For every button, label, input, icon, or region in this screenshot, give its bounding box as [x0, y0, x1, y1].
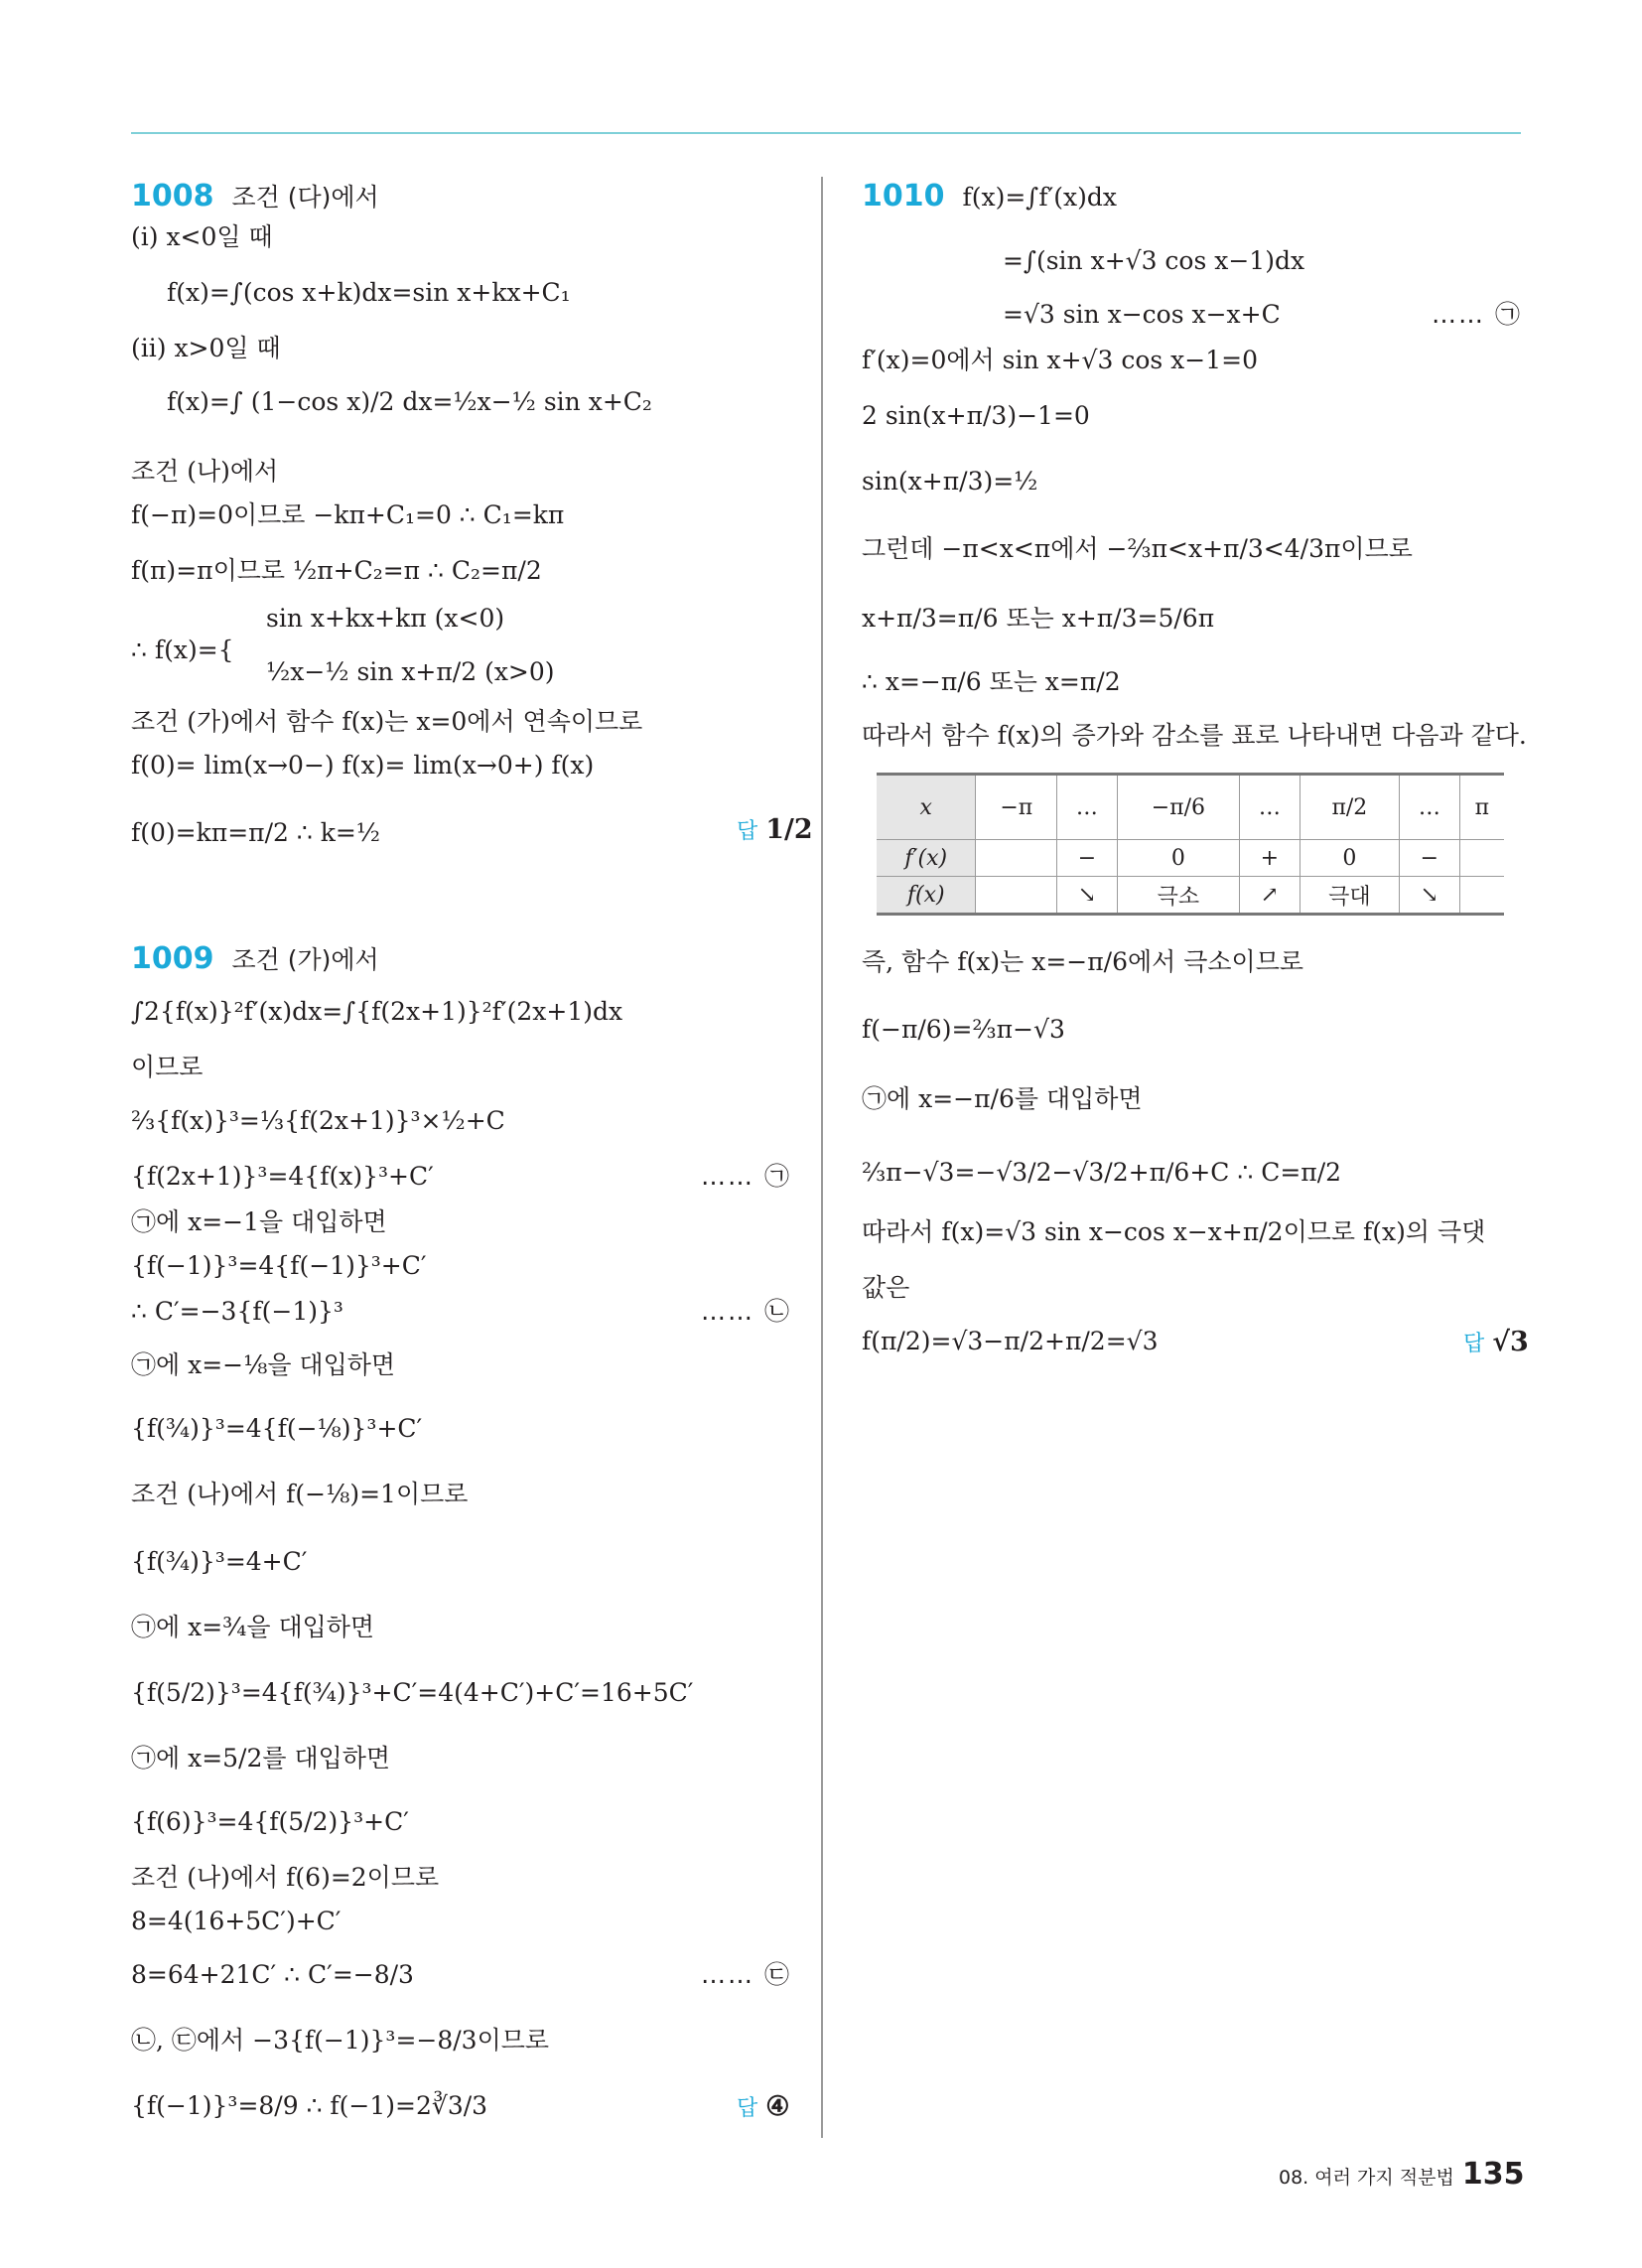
solution-line: {f(¾)}³=4{f(−⅛)}³+C′ [131, 1414, 423, 1443]
problem-1010-heading: 1010 f(x)=∫f′(x)dx [862, 179, 1117, 213]
table-cell: 0 [1117, 840, 1240, 877]
solution-line: ㉠에 x=−π/6를 대입하면 [862, 1084, 1143, 1113]
column-divider [821, 177, 823, 2138]
solution-line: {f(¾)}³=4+C′ [131, 1547, 308, 1576]
page-number: 135 [1461, 2157, 1525, 2192]
table-cell: … [1057, 775, 1117, 840]
page-footer [1279, 2157, 1524, 2192]
solution-line: f(π)=π이므로 ½π+C₂=π ∴ C₂=π/2 [131, 556, 542, 585]
solution-line: {f(6)}³=4{f(5/2)}³+C′ [131, 1807, 409, 1836]
solution-line: f(0)=kπ=π/2 ∴ k=½ [131, 818, 381, 847]
table-cell: − [1057, 840, 1117, 877]
table-cell [1459, 840, 1504, 877]
section-title: 08. 여러 가지 적분법 [1279, 2167, 1454, 2189]
solution-line: (ⅱ) x>0일 때 [131, 334, 281, 362]
solution-line: sin(x+π/3)=½ [862, 467, 1038, 496]
solution-line: 조건 (나)에서 f(−⅛)=1이므로 [131, 1480, 469, 1508]
solution-line: 따라서 함수 f(x)의 증가와 감소를 표로 나타내면 다음과 같다. [862, 721, 1527, 750]
table-cell: 0 [1300, 840, 1400, 877]
solution-line: {f(−1)}³=8/9 ∴ f(−1)=2∛3/3 [131, 2091, 488, 2120]
solution-line: {f(2x+1)}³=4{f(x)}³+C′ [131, 1162, 434, 1191]
piecewise-case: sin x+kx+kπ (x<0) [266, 604, 505, 633]
table-cell: ↘ [1400, 877, 1459, 915]
piecewise-case: ½x−½ sin x+π/2 (x>0) [266, 657, 555, 686]
problem-number: 1009 [131, 941, 214, 976]
table-cell: … [1240, 775, 1300, 840]
table-cell: −π/6 [1117, 775, 1240, 840]
solution-line: 조건 (나)에서 f(6)=2이므로 [131, 1863, 440, 1892]
solution-line: x+π/3=π/6 또는 x+π/3=5/6π [862, 604, 1215, 633]
table-cell: + [1240, 840, 1300, 877]
solution-line: 이므로 [131, 1053, 204, 1081]
solution-line: {f(−1)}³=4{f(−1)}³+C′ [131, 1251, 427, 1280]
table-row [877, 840, 1504, 877]
solution-line: f(−π)=0이므로 −kπ+C₁=0 ∴ C₁=kπ [131, 500, 565, 529]
solution-line: 조건 (나)에서 [131, 457, 279, 486]
table-cell: ↗ [1240, 877, 1300, 915]
table-cell [976, 877, 1057, 915]
solution-line: {f(5/2)}³=4{f(¾)}³+C′=4(4+C′)+C′=16+5C′ [131, 1678, 694, 1707]
problem-1009-heading: 1009 조건 (가)에서 [131, 941, 379, 976]
solution-line: ⅔π−√3=−√3/2−√3/2+π/6+C ∴ C=π/2 [862, 1158, 1342, 1187]
solution-line: f(π/2)=√3−π/2+π/2=√3 [862, 1327, 1159, 1355]
answer: 답 ④ [737, 2091, 790, 2122]
table-cell: ↘ [1057, 877, 1117, 915]
table-cell: f′(x) [877, 840, 976, 877]
solution-line: 즉, 함수 f(x)는 x=−π/6에서 극소이므로 [862, 947, 1303, 976]
solution-line: ㉡, ㉢에서 −3{f(−1)}³=−8/3이므로 [131, 2026, 550, 2055]
solution-line: ∫2{f(x)}²f′(x)dx=∫{f(2x+1)}²f′(2x+1)dx [131, 997, 623, 1026]
answer: 답 1/2 [737, 814, 813, 845]
solution-line: 8=4(16+5C′)+C′ [131, 1907, 342, 1935]
solution-line: ㉠에 x=−⅛을 대입하면 [131, 1350, 396, 1379]
solution-line: 2 sin(x+π/3)−1=0 [862, 401, 1090, 430]
equation-marker: …… ㉠ [701, 1162, 791, 1191]
table-cell: f(x) [877, 877, 976, 915]
solution-line: ∴ x=−π/6 또는 x=π/2 [862, 667, 1121, 696]
solution-line: f′(x)=0에서 sin x+√3 cos x−1=0 [862, 346, 1258, 374]
table-cell: … [1400, 775, 1459, 840]
solution-line: =√3 sin x−cos x−x+C [1003, 300, 1281, 329]
table-cell: π/2 [1300, 775, 1400, 840]
equation-marker: …… ㉠ [1432, 300, 1522, 329]
problem-number: 1008 [131, 179, 214, 213]
answer: 답 √3 [1463, 1327, 1529, 1357]
solution-line: f(−π/6)=⅔π−√3 [862, 1015, 1065, 1044]
header-rule [131, 132, 1521, 134]
solution-line: 따라서 f(x)=√3 sin x−cos x−x+π/2이므로 f(x)의 극댓 [862, 1217, 1486, 1246]
solution-line: ∴ C′=−3{f(−1)}³ [131, 1297, 343, 1326]
solution-line: ∴ f(x)={ [131, 636, 234, 664]
solution-line: f(x)=∫(cos x+k)dx=sin x+kx+C₁ [167, 278, 571, 307]
equation-marker: …… ㉡ [701, 1297, 791, 1326]
solution-line: 그런데 −π<x<π에서 −⅔π<x+π/3<4/3π이므로 [862, 534, 1413, 563]
solution-line: ㉠에 x=¾을 대입하면 [131, 1613, 375, 1641]
solution-line: 8=64+21C′ ∴ C′=−8/3 [131, 1960, 414, 1989]
table-cell: −π [976, 775, 1057, 840]
solution-line: f(x)=∫ (1−cos x)/2 dx=½x−½ sin x+C₂ [167, 387, 652, 416]
equation-marker: …… ㉢ [701, 1960, 791, 1989]
table-cell: x [877, 775, 976, 840]
problem-1008-heading: 1008 조건 (다)에서 [131, 179, 379, 213]
solution-line: 조건 (가)에서 함수 f(x)는 x=0에서 연속이므로 [131, 707, 643, 736]
table-cell [1459, 877, 1504, 915]
solution-line: =∫(sin x+√3 cos x−1)dx [1003, 246, 1305, 275]
increase-decrease-table [877, 773, 1504, 916]
table-cell: π [1459, 775, 1504, 840]
solution-line: ㉠에 x=5/2를 대입하면 [131, 1744, 391, 1772]
solution-line: 값은 [862, 1273, 910, 1302]
solution-line: (ⅰ) x<0일 때 [131, 222, 273, 251]
problem-number: 1010 [862, 179, 945, 213]
table-cell: − [1400, 840, 1459, 877]
table-cell: 극소 [1117, 877, 1240, 915]
table-cell [976, 840, 1057, 877]
table-cell: 극대 [1300, 877, 1400, 915]
table-header-row [877, 775, 1504, 840]
solution-line: ㉠에 x=−1을 대입하면 [131, 1207, 387, 1236]
solution-line: f(0)= lim(x→0−) f(x)= lim(x→0+) f(x) [131, 751, 595, 780]
solution-line: ⅔{f(x)}³=⅓{f(2x+1)}³×½+C [131, 1106, 505, 1135]
table-row [877, 877, 1504, 915]
